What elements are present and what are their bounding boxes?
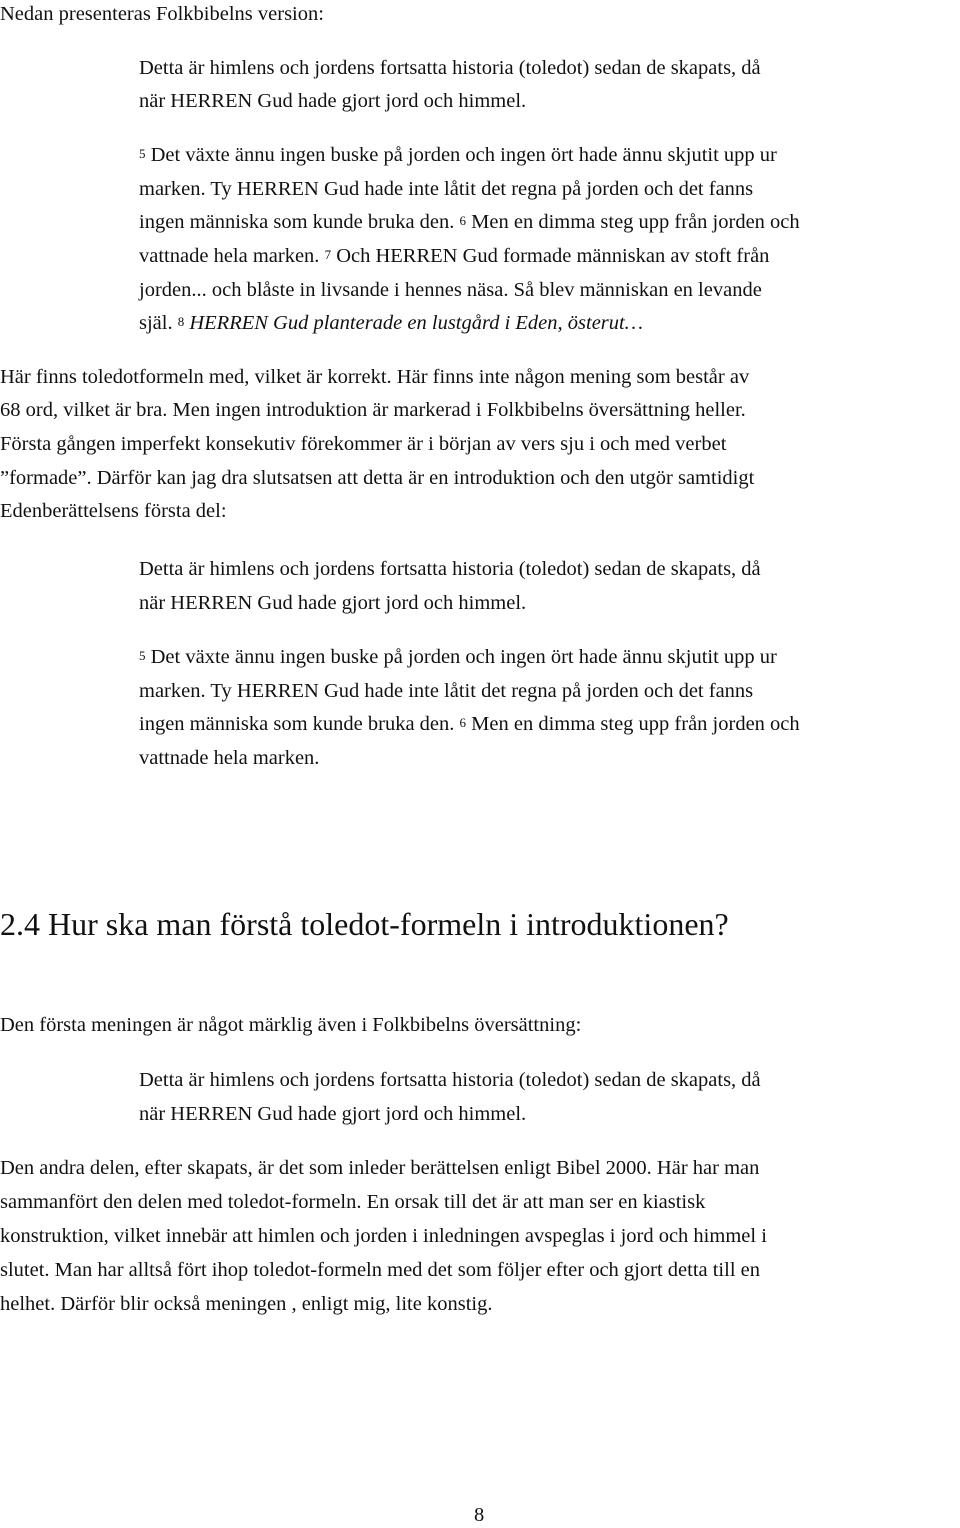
quote2-line-3: $^5$ Det växte ännu ingen buske på jorden och ingen ört hade ännu skjutit upp ur — [139, 646, 777, 668]
quote1-line-4: marken. Ty HERREN Gud hade inte låtit det regna på jorden och det fanns — [139, 178, 754, 200]
quote1-line-1: Detta är himlens och jordens fortsatta historia (toledot) sedan de skapats, då — [139, 57, 761, 79]
para3-line-5: helhet. Därför blir också meningen , enligt mig, lite konstig. — [0, 1293, 493, 1315]
quote2-line-2: när HERREN Gud hade gjort jord och himmel. — [139, 592, 527, 614]
para1-line-3: Första gången imperfekt konsekutiv förekommer är i början av vers sju i och med verbet — [0, 433, 727, 455]
verse-number: 5 — [139, 648, 146, 663]
para3-line-2: sammanfört den delen med toledot-formeln. En orsak till det är att man ser en kiastisk — [0, 1191, 706, 1213]
quote1-line-8: själ. $^8$ HERREN Gud planterade en lustgård i Eden, österut… — [139, 312, 643, 334]
para1-line-4: ”formade”. Därför kan jag dra slutsatsen att detta är en introduktion och den utgör samtidigt — [0, 467, 755, 489]
quote2-line-5: ingen människa som kunde bruka den. $^6$ Men en dimma steg upp från jorden och — [139, 713, 800, 735]
quote2-line-6: vattnade hela marken. — [139, 747, 320, 769]
quote1-line-6: vattnade hela marken. $^7$ Och HERREN Gud formade människan av stoft från — [139, 245, 770, 267]
verse-number: 5 — [139, 146, 146, 161]
para3-line-3: konstruktion, vilket innebär att himlen och jorden i inledningen avspeglas i jord och himmel i — [0, 1225, 767, 1247]
section-heading: 2.4 Hur ska man förstå toledot-formeln i introduktionen? — [0, 906, 729, 942]
verse-number: 6 — [459, 213, 467, 228]
para3-line-4: slutet. Man har alltså fört ihop toledot-formeln med det som följer efter och gjort detta till en — [0, 1259, 760, 1281]
verse-number: 8 — [177, 314, 185, 329]
intro-text: Nedan presenteras Folkbibelns version: — [0, 3, 324, 25]
para1-line-1: Här finns toledotformeln med, vilket är korrekt. Här finns inte någon mening som består av — [0, 366, 750, 388]
quote1-line-3: $^5$ Det växte ännu ingen buske på jorden och ingen ört hade ännu skjutit upp ur — [139, 144, 777, 166]
para2-text: Den första meningen är något märklig även i Folkbibelns översättning: — [0, 1014, 582, 1036]
quote2-line-1: Detta är himlens och jordens fortsatta historia (toledot) sedan de skapats, då — [139, 558, 761, 580]
quote1-line-7: jorden... och blåste in livsande i hennes näsa. Så blev människan en levande — [139, 279, 762, 301]
verse-number: 6 — [459, 715, 467, 730]
quote1-line-2: när HERREN Gud hade gjort jord och himmel. — [139, 90, 527, 112]
quote3-line-1: Detta är himlens och jordens fortsatta historia (toledot) sedan de skapats, då — [139, 1069, 761, 1091]
quote1-line-5: ingen människa som kunde bruka den. $^6$ Men en dimma steg upp från jorden och — [139, 211, 800, 233]
quote3-line-2: när HERREN Gud hade gjort jord och himmel. — [139, 1103, 527, 1125]
page-number: 8 — [474, 1504, 485, 1526]
verse-number: 7 — [324, 247, 332, 262]
quote2-line-4: marken. Ty HERREN Gud hade inte låtit det regna på jorden och det fanns — [139, 680, 754, 702]
para1-line-2: 68 ord, vilket är bra. Men ingen introduktion är markerad i Folkbibelns översättning heller. — [0, 399, 746, 421]
para1-line-5: Edenberättelsens första del: — [0, 500, 227, 522]
para3-line-1: Den andra delen, efter skapats, är det som inleder berättelsen enligt Bibel 2000. Här har man — [0, 1157, 760, 1179]
